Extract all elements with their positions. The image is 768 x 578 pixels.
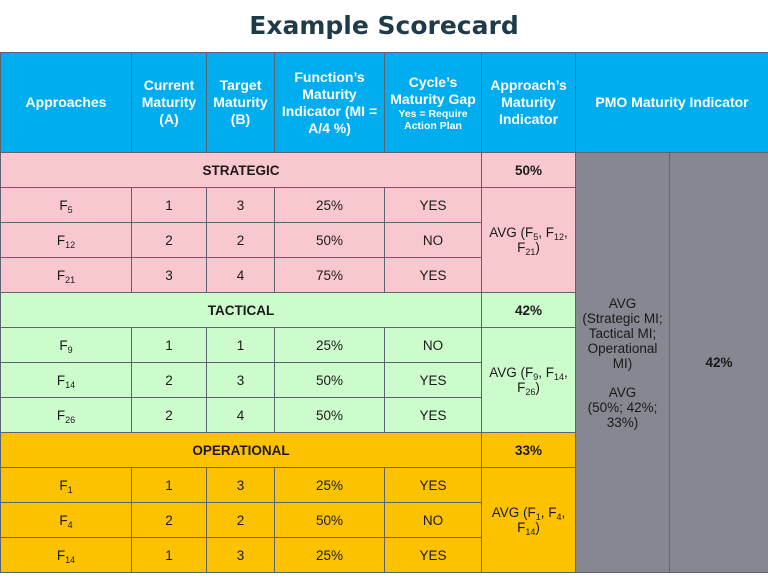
avg-separator: , bbox=[538, 365, 546, 380]
approach-indicator: 50% bbox=[482, 153, 576, 188]
function-index: 1 bbox=[535, 512, 541, 522]
target-maturity: 4 bbox=[207, 258, 275, 293]
function-mi: 75% bbox=[275, 258, 385, 293]
approach-indicator: 33% bbox=[482, 433, 576, 468]
function-mi: 25% bbox=[275, 538, 385, 573]
function-cell bbox=[1, 223, 132, 258]
section-row-strategic bbox=[1, 153, 768, 188]
header-pmo-mi: PMO Maturity Indicator bbox=[576, 53, 768, 153]
function-mi: 25% bbox=[275, 468, 385, 503]
avg-item bbox=[546, 365, 564, 380]
function-base: F bbox=[56, 267, 66, 283]
function-mi: 50% bbox=[275, 223, 385, 258]
scorecard-table bbox=[0, 52, 768, 573]
function-index: 26 bbox=[65, 414, 76, 425]
avg-item bbox=[525, 365, 538, 380]
target-maturity: 3 bbox=[207, 363, 275, 398]
target-maturity: 3 bbox=[207, 468, 275, 503]
function-label bbox=[57, 408, 75, 423]
function-mi: 50% bbox=[275, 503, 385, 538]
avg-separator: , bbox=[564, 365, 568, 380]
function-index: 14 bbox=[554, 372, 565, 382]
approach-avg-formula bbox=[482, 188, 576, 293]
current-maturity: 1 bbox=[132, 468, 207, 503]
avg-item bbox=[517, 240, 535, 255]
current-maturity: 1 bbox=[132, 188, 207, 223]
current-maturity: 2 bbox=[132, 363, 207, 398]
avg-prefix: AVG ( bbox=[489, 365, 525, 380]
function-cell bbox=[1, 468, 132, 503]
function-base: F bbox=[527, 505, 536, 520]
function-cell bbox=[1, 328, 132, 363]
function-label bbox=[57, 233, 75, 248]
avg-separator: , bbox=[538, 225, 546, 240]
function-label bbox=[59, 198, 72, 213]
avg-prefix: AVG ( bbox=[491, 505, 528, 520]
pmo-formula-line: AVG bbox=[608, 384, 637, 400]
avg-item bbox=[517, 520, 535, 535]
function-index: 4 bbox=[556, 512, 562, 522]
target-maturity: 3 bbox=[207, 538, 275, 573]
pmo-formula bbox=[576, 153, 670, 573]
function-base: F bbox=[56, 232, 66, 248]
function-base: F bbox=[517, 520, 526, 535]
function-index: 14 bbox=[65, 554, 76, 565]
function-base: F bbox=[59, 197, 68, 213]
function-base: F bbox=[524, 365, 534, 380]
function-mi: 50% bbox=[275, 398, 385, 433]
function-cell bbox=[1, 398, 132, 433]
avg-item bbox=[517, 380, 535, 395]
maturity-gap: YES bbox=[385, 363, 482, 398]
section-name: STRATEGIC bbox=[1, 153, 482, 188]
function-index: 14 bbox=[65, 379, 76, 390]
function-index: 1 bbox=[67, 484, 73, 495]
target-maturity: 2 bbox=[207, 223, 275, 258]
function-base: F bbox=[548, 505, 557, 520]
current-maturity: 2 bbox=[132, 503, 207, 538]
function-cell bbox=[1, 363, 132, 398]
header-row bbox=[1, 53, 768, 153]
function-base: F bbox=[524, 225, 534, 240]
function-label bbox=[57, 373, 75, 388]
current-maturity: 3 bbox=[132, 258, 207, 293]
function-base: F bbox=[56, 547, 66, 563]
avg-suffix: ) bbox=[535, 380, 540, 395]
function-base: F bbox=[56, 372, 66, 388]
target-maturity: 1 bbox=[207, 328, 275, 363]
function-base: F bbox=[517, 240, 526, 255]
function-base: F bbox=[59, 477, 68, 493]
target-maturity: 4 bbox=[207, 398, 275, 433]
current-maturity: 1 bbox=[132, 538, 207, 573]
function-index: 12 bbox=[554, 232, 565, 242]
approach-indicator: 42% bbox=[482, 293, 576, 328]
header-function-mi: Function’s Maturity Indicator (MI = A/4 %) bbox=[275, 53, 385, 153]
function-mi: 50% bbox=[275, 363, 385, 398]
section-name: OPERATIONAL bbox=[1, 433, 482, 468]
function-mi: 25% bbox=[275, 188, 385, 223]
header-target-maturity: Target Maturity (B) bbox=[207, 53, 275, 153]
avg-item bbox=[527, 505, 540, 520]
current-maturity: 1 bbox=[132, 328, 207, 363]
function-cell bbox=[1, 538, 132, 573]
function-label bbox=[59, 478, 72, 493]
avg-separator: , bbox=[540, 505, 549, 520]
function-index: 9 bbox=[67, 344, 73, 355]
header-maturity-gap bbox=[385, 53, 482, 153]
maturity-gap: YES bbox=[385, 188, 482, 223]
pmo-formula-line: (50%; 42%; 33%) bbox=[587, 399, 658, 430]
avg-item bbox=[546, 225, 564, 240]
function-cell bbox=[1, 258, 132, 293]
function-index: 4 bbox=[67, 519, 73, 530]
pmo-value: 42% bbox=[670, 153, 768, 573]
avg-item bbox=[548, 505, 561, 520]
avg-item bbox=[525, 225, 538, 240]
function-base: F bbox=[59, 337, 68, 353]
approach-avg-formula bbox=[482, 328, 576, 433]
maturity-gap: NO bbox=[385, 328, 482, 363]
header-approach-mi: Approach’s Maturity Indicator bbox=[482, 53, 576, 153]
function-base: F bbox=[56, 407, 66, 423]
pmo-formula-line: Tactical MI; bbox=[588, 325, 657, 341]
header-gap-label: Cycle’s Maturity Gap bbox=[390, 73, 476, 107]
maturity-gap: NO bbox=[385, 223, 482, 258]
pmo-spacer bbox=[576, 371, 669, 385]
avg-separator: , bbox=[561, 505, 566, 520]
function-mi: 25% bbox=[275, 328, 385, 363]
function-cell bbox=[1, 188, 132, 223]
avg-suffix: ) bbox=[535, 520, 540, 535]
header-current-maturity: Current Maturity (A) bbox=[132, 53, 207, 153]
function-label bbox=[57, 268, 75, 283]
maturity-gap: YES bbox=[385, 468, 482, 503]
function-index: 5 bbox=[67, 204, 73, 215]
avg-suffix: ) bbox=[535, 240, 540, 255]
current-maturity: 2 bbox=[132, 223, 207, 258]
function-cell bbox=[1, 503, 132, 538]
pmo-formula-line: (Strategic MI; bbox=[582, 310, 663, 326]
function-base: F bbox=[545, 225, 554, 240]
target-maturity: 3 bbox=[207, 188, 275, 223]
function-index: 5 bbox=[533, 232, 539, 242]
header-gap-note: Yes = Require Action Plan bbox=[398, 107, 468, 132]
pmo-formula-line: Operational MI) bbox=[587, 340, 658, 371]
header-approaches: Approaches bbox=[1, 53, 132, 153]
section-name: TACTICAL bbox=[1, 293, 482, 328]
function-index: 14 bbox=[525, 527, 536, 537]
maturity-gap: YES bbox=[385, 258, 482, 293]
pmo-formula-line: AVG bbox=[608, 295, 637, 311]
function-index: 12 bbox=[65, 239, 76, 250]
function-index: 9 bbox=[533, 372, 539, 382]
function-label bbox=[59, 338, 72, 353]
target-maturity: 2 bbox=[207, 503, 275, 538]
function-index: 26 bbox=[525, 387, 536, 397]
function-base: F bbox=[517, 380, 526, 395]
current-maturity: 2 bbox=[132, 398, 207, 433]
maturity-gap: NO bbox=[385, 503, 482, 538]
page-title: Example Scorecard bbox=[249, 10, 519, 40]
maturity-gap: YES bbox=[385, 398, 482, 433]
function-index: 21 bbox=[525, 247, 536, 257]
avg-prefix: AVG ( bbox=[489, 225, 525, 240]
function-base: F bbox=[59, 512, 68, 528]
approach-avg-formula bbox=[482, 468, 576, 573]
function-base: F bbox=[545, 365, 554, 380]
avg-separator: , bbox=[564, 225, 568, 240]
function-label bbox=[59, 513, 72, 528]
function-index: 21 bbox=[65, 274, 76, 285]
maturity-gap: YES bbox=[385, 538, 482, 573]
function-label bbox=[57, 548, 75, 563]
